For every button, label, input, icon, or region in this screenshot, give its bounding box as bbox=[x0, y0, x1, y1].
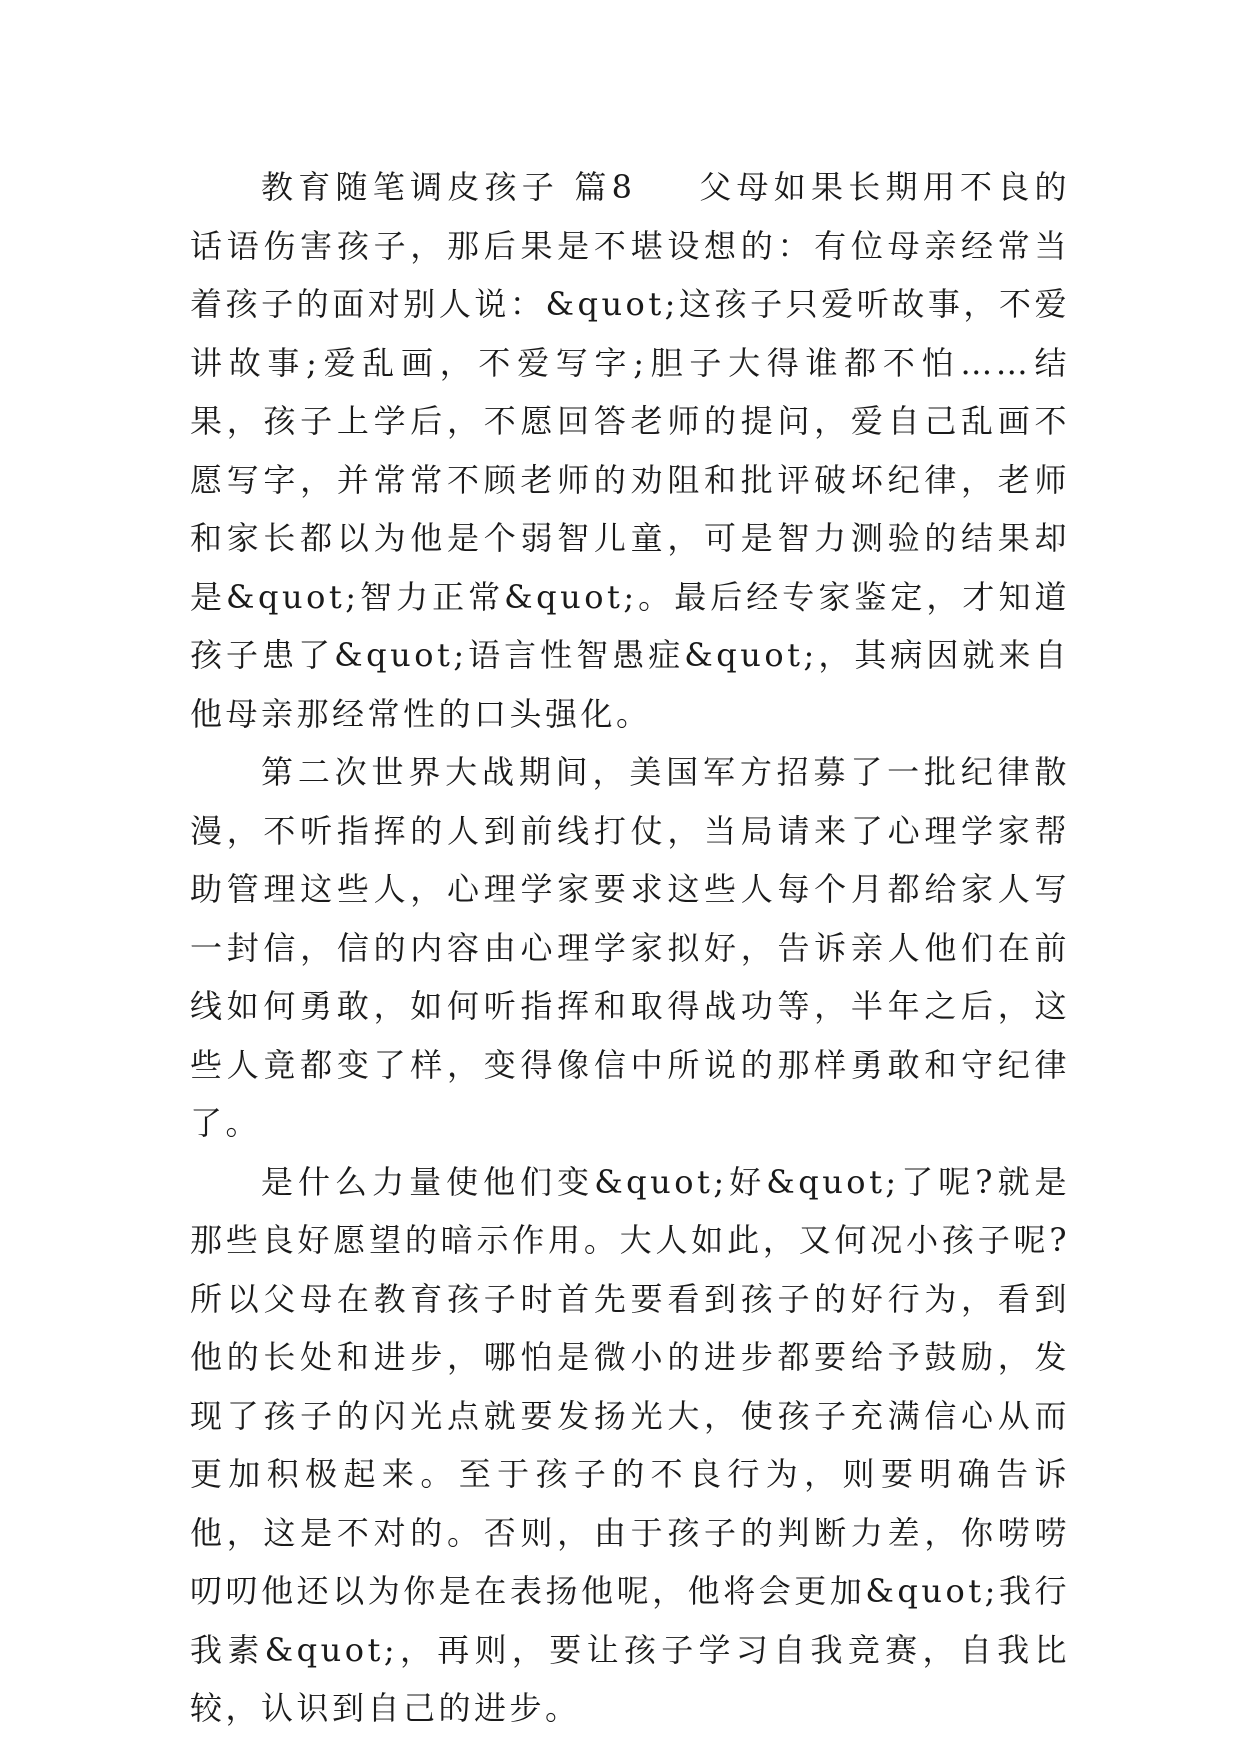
document-body bbox=[190, 158, 1070, 1738]
paragraph-1-text: 父母如果长期用不良的话语伤害孩子，那后果是不堪设想的：有位母亲经常当着孩子的面对别人说：&quot;这孩子只爱听故事，不爱讲故事;爱乱画，不爱写字;胆子大得谁都不怕……结果，孩子上学后，不愿回答老师的提问，爱自己乱画不愿写字，并常常不顾老师的劝阻和批评破坏纪律，老师和家长都以为他是个弱智儿童，可是智力测验的结果却是&quot;智力正常&quot;。最后经专家鉴定，才知道孩子患了&quot;语言性智愚症&quot;，其病因就来自他母亲那经常性的口头强化。 bbox=[190, 168, 1070, 733]
article-heading: 教育随笔调皮孩子 篇8 bbox=[261, 168, 636, 206]
paragraph-3: 是什么力量使他们变&quot;好&quot;了呢?就是那些良好愿望的暗示作用。大人如此，又何况小孩子呢?所以父母在教育孩子时首先要看到孩子的好行为，看到他的长处和进步，哪怕是微小的进步都要给予鼓励，发现了孩子的闪光点就要发扬光大，使孩子充满信心从而更加积极起来。至于孩子的不良行为，则要明确告诉他，这是不对的。否则，由于孩子的判断力差，你唠唠叨叨他还以为你是在表扬他呢，他将会更加&quot;我行我素&quot;，再则，要让孩子学习自我竞赛，自我比较，认识到自己的进步。 bbox=[190, 1162, 1070, 1727]
paragraph-2: 第二次世界大战期间，美国军方招募了一批纪律散漫，不听指挥的人到前线打仗，当局请来了心理学家帮助管理这些人，心理学家要求这些人每个月都给家人写一封信，信的内容由心理学家拟好，告诉亲人他们在前线如何勇敢，如何听指挥和取得战功等，半年之后，这些人竟都变了样，变得像信中所说的那样勇敢和守纪律了。 bbox=[190, 753, 1070, 1142]
paragraph-1 bbox=[190, 158, 1070, 743]
